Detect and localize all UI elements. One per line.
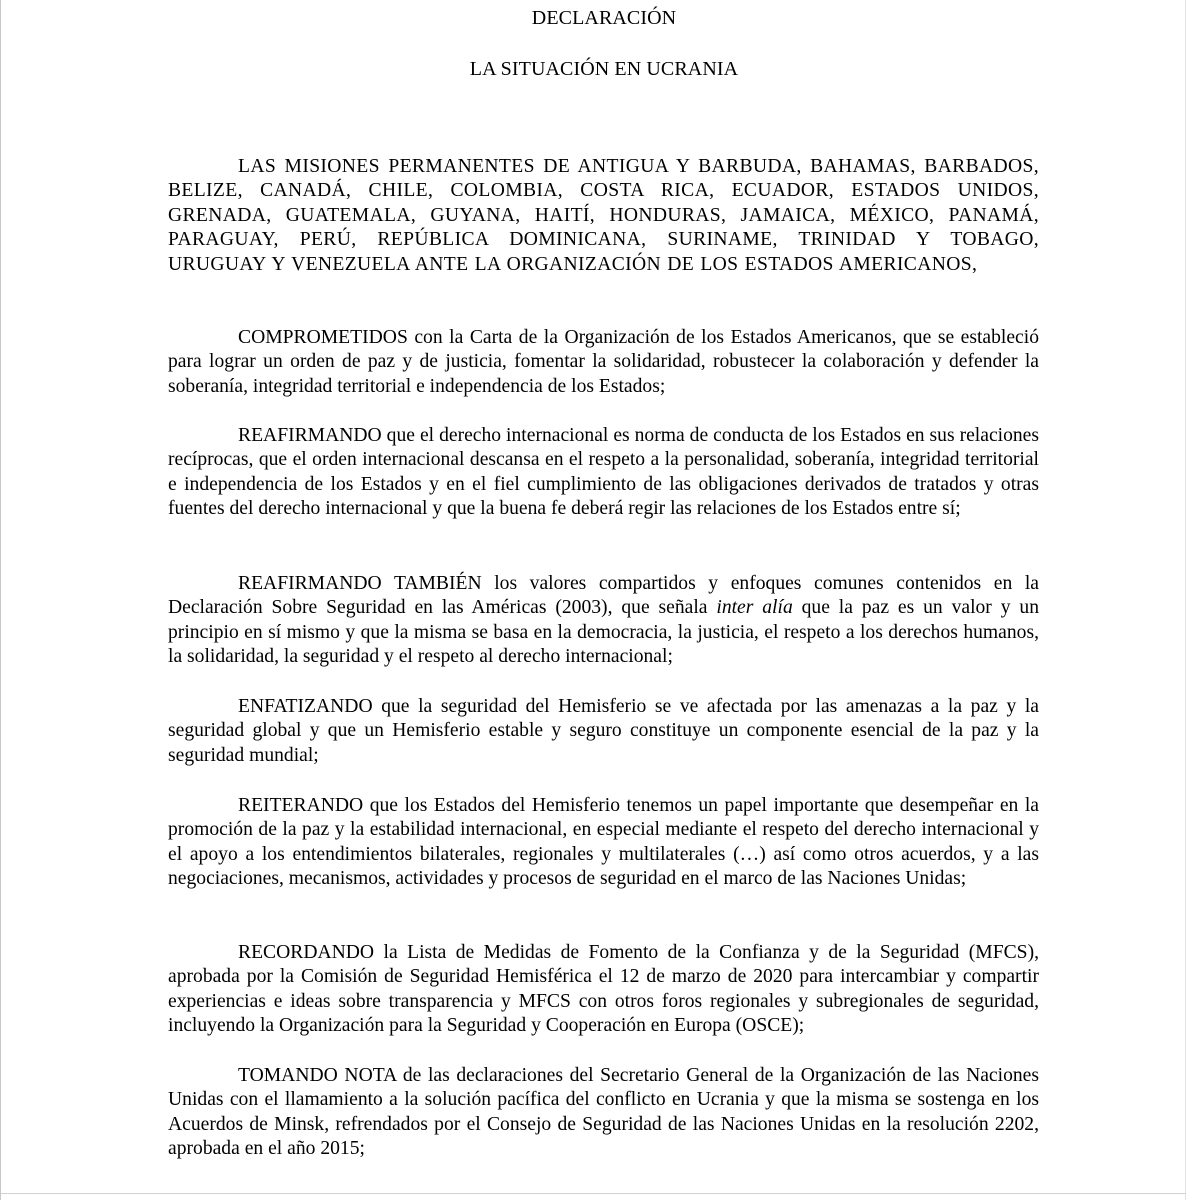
paragraph-reafirmando — [168, 424, 1039, 522]
paragraph-text: que la paz es un valor y un principio en sí mismo y que la misma se basa en la democracia, la justicia, el respeto a los derechos humanos, la solidaridad, la seguridad y el respeto al derecho internacional; — [168, 597, 1039, 668]
paragraph-recordando — [168, 941, 1039, 1039]
paragraph-text: que los Estados del Hemisferio tenemos un papel importante que desempeñar en la promoción de la paz y la estabilidad internacional, en especial mediante el respeto del derecho internacional y el apoyo a los entendimientos bilaterales, regionales y multilaterales (…) así como otros acuerdos, y a las negociaciones, mecanismos, actividades y procesos de seguridad en el marco de las Naciones Unidas; — [168, 795, 1039, 890]
paragraph-comprometidos — [168, 326, 1039, 399]
document-title: DECLARACIÓN — [531, 7, 677, 29]
paragraph-missions — [168, 155, 1039, 277]
paragraph-text: que el derecho internacional es norma de conducta de los Estados en sus relaciones recíprocas, que el orden internacional descansa en el respeto a la personalidad, soberanía, integridad territorial e independencia de los Estados y en el fiel cumplimiento de las obligaciones derivados de tratados y otras fuentes del derecho internacional y que la buena fe deberá regir las relaciones de los Estados entre sí; — [168, 425, 1039, 520]
paragraph-keyword: ENFATIZANDO — [238, 696, 373, 717]
paragraph-text: la Lista de Medidas de Fomento de la Confianza y de la Seguridad (MFCS), aprobada por la Comisión de Seguridad Hemisférica el 12 de marzo de 2020 para intercambiar y compartir experiencias e ideas sobre transparencia y MFCS con otros foros regionales y subregionales de seguridad, incluyendo la Organización para la Seguridad y Cooperación en Europa (OSCE); — [168, 942, 1039, 1037]
paragraph-keyword: RECORDANDO — [238, 942, 375, 963]
page-bottom-divider — [1, 1193, 1186, 1194]
paragraph-tomando-nota — [168, 1064, 1039, 1162]
paragraph-keyword: TOMANDO NOTA — [238, 1065, 397, 1086]
document-subtitle: LA SITUACIÓN EN UCRANIA — [469, 58, 739, 80]
paragraph-text: los valores compartidos y enfoques comunes contenidos en la Declaración Sobre Seguridad en las Américas (2003), que señala — [168, 573, 1039, 619]
paragraph-text: LAS MISIONES PERMANENTES DE ANTIGUA Y BARBUDA, BAHAMAS, BARBADOS, BELIZE, CANADÁ, CHILE, COLOMBIA, COSTA RICA, ECUADOR, ESTADOS UNIDOS, GRENADA, GUATEMALA, GUYANA, HAITÍ, HONDURAS, JAMAICA, MÉXICO, PANAMÁ, PARAGUAY, PERÚ, REPÚBLICA DOMINICANA, SURINAME, TRINIDAD Y TOBAGO, URUGUAY Y VENEZUELA ANTE LA ORGANIZACIÓN DE LOS ESTADOS AMERICANOS, — [168, 156, 1039, 275]
paragraph-keyword: REAFIRMANDO — [238, 425, 382, 446]
paragraph-text: de las declaraciones del Secretario General de la Organización de las Naciones Unidas con el llamamiento a la solución pacífica del conflicto en Ucrania y que la misma se sostenga en los Acuerdos de Minsk, refrendados por el Consejo de Seguridad de las Naciones Unidas en la resolución 2202, aprobada en el año 2015; — [168, 1065, 1039, 1160]
paragraph-reafirmando-tambien — [168, 572, 1039, 670]
paragraph-keyword: REITERANDO — [238, 795, 364, 816]
paragraph-keyword: COMPROMETIDOS — [238, 327, 408, 348]
paragraph-keyword: REAFIRMANDO TAMBIÉN — [238, 573, 482, 594]
paragraph-text: que la seguridad del Hemisferio se ve afectada por las amenazas a la paz y la seguridad global y que un Hemisferio estable y seguro constituye un componente esencial de la paz y la seguridad mundial; — [168, 696, 1039, 766]
paragraph-italic-text: inter alía — [716, 597, 793, 619]
paragraph-enfatizando — [168, 695, 1039, 768]
paragraph-reiterando — [168, 794, 1039, 892]
paragraph-text: con la Carta de la Organización de los Estados Americanos, que se estableció para lograr un orden de paz y de justicia, fomentar la solidaridad, robustecer la colaboración y defender la soberanía, integridad territorial e independencia de los Estados; — [168, 327, 1039, 397]
